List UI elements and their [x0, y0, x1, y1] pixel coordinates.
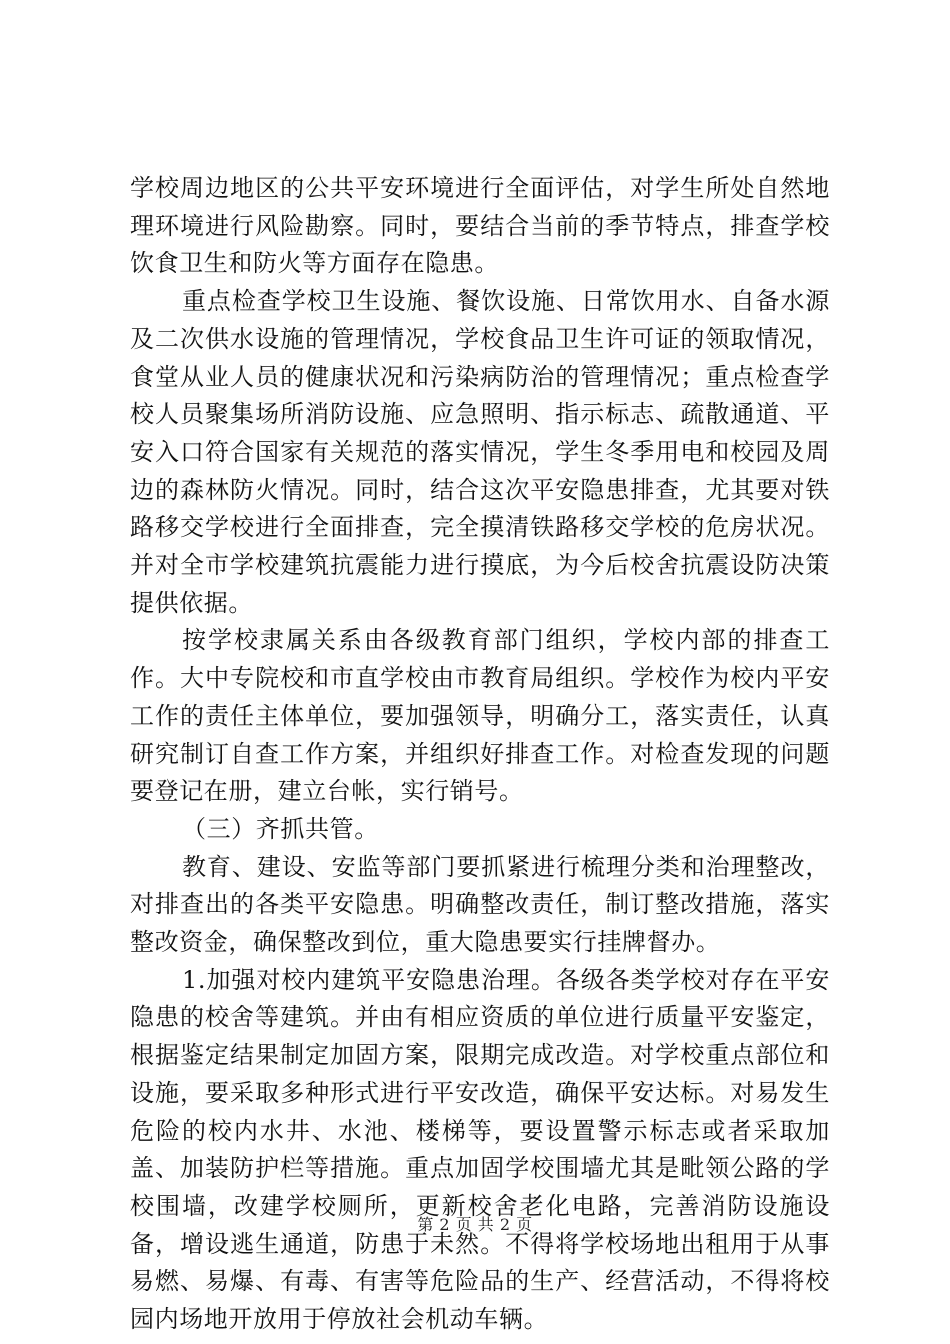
section-heading-joint-management: （三）齐抓共管。 [182, 814, 379, 843]
paragraph-inspection-focus: 重点检查学校卫生设施、餐饮设施、日常饮用水、自备水源及二次供水设施的管理情况，学校食品卫生许可证的领取情况，食堂从业人员的健康状况和污染病防治的管理情况；重点检查学校人员聚集场所消防设施、应急照明、指示标志、疏散通道、平安入口符合国家有关规范的落实情况，学生冬季用电和校园及周边的森林防火情况。同时，结合这次平安隐患排查，尤其要对铁路移交学校进行全面排查，完全摸清铁路移交学校的危房状况。并对全市学校建筑抗震能力进行摸底，为今后校舍抗震设防决策提供依据。 [130, 287, 830, 617]
document-body [130, 170, 830, 1339]
paragraph-rectification: 教育、建设、安监等部门要抓紧进行梳理分类和治理整改，对排查出的各类平安隐患。明确整改责任，制订整改措施，落实整改资金，确保整改到位，重大隐患要实行挂牌督办。 [130, 852, 830, 957]
paragraph-continuation: 学校周边地区的公共平安环境进行全面评估，对学生所处自然地理环境进行风险勘察。同时，要结合当前的季节特点，排查学校饮食卫生和防火等方面存在隐患。 [130, 174, 830, 278]
paragraph-organization: 按学校隶属关系由各级教育部门组织，学校内部的排查工作。大中专院校和市直学校由市教育局组织。学校作为校内平安工作的责任主体单位，要加强领导，明确分工，落实责任，认真研究制订自查工作方案，并组织好排查工作。对检查发现的问题要登记在册，建立台帐，实行销号。 [130, 626, 830, 806]
page-number-footer: 第 2 页 共 2 页 [417, 1215, 533, 1234]
paragraph-building-safety: 1.加强对校内建筑平安隐患治理。各级各类学校对存在平安隐患的校舍等建筑。并由有相应资质的单位进行质量平安鉴定，根据鉴定结果制定加固方案，限期完成改造。对学校重点部位和设施，要采取多种形式进行平安改造，确保平安达标。对易发生危险的校内水井、水池、楼梯等，要设置警示标志或者采取加盖、加装防护栏等措施。重点加固学校围墙尤其是毗领公路的学校围墙，改建学校厕所，更新校舍老化电路，完善消防设施设备，增设逃生通道，防患于未然。不得将学校场地出租用于从事易燃、易爆、有毒、有害等危险品的生产、经营活动，不得将校园内场地开放用于停放社会机动车辆。 [130, 965, 830, 1334]
